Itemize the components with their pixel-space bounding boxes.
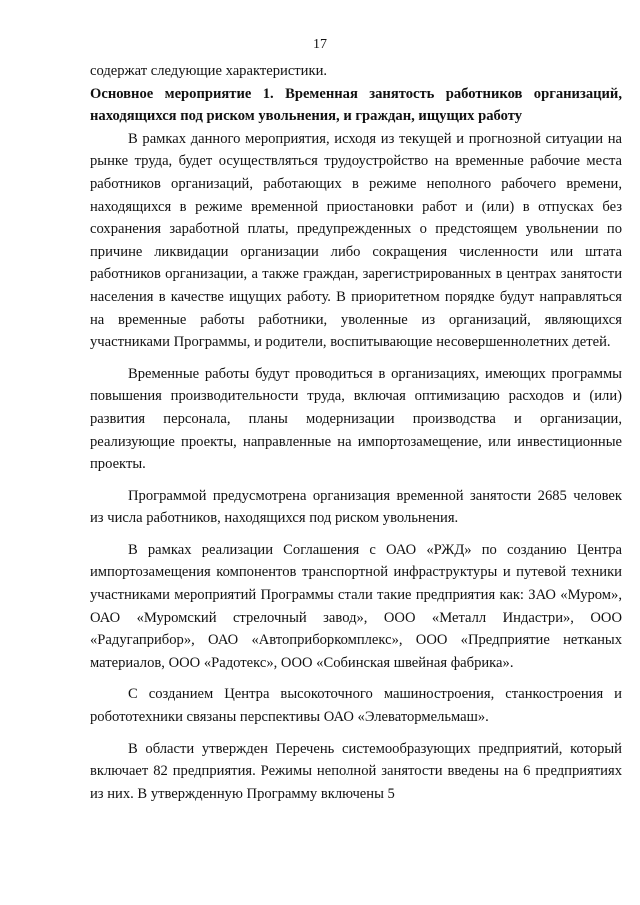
section-heading: Основное мероприятие 1. Временная занятость работников организаций, находящихся под риском увольнения, и граждан, ищущих работу	[90, 85, 622, 125]
paragraph-4: В рамках реализации Соглашения с ОАО «РЖД» по созданию Центра импортозамещения компонентов транспортной инфраструктуры и путевой техники участниками мероприятий Программы стали такие предприятия как: ЗАО «Муром», ОАО «Муромский стрелочный завод», ООО «Металл Индастри», ООО «Радугаприбор», ОАО «Автоприборкомплекс», ООО «Предприятие нетканых материалов, ООО «Радотекс», ООО «Собинская швейная фабрика».	[90, 541, 622, 671]
paragraph-6: В области утвержден Перечень системообразующих предприятий, который включает 82 предприятия. Режимы неполной занятости введены на 6 предприятиях из них. В утвержденную Программу включены 5	[90, 740, 622, 802]
page-number: 17	[313, 37, 327, 52]
paragraph-2: Временные работы будут проводиться в организациях, имеющих программы повышения производительности труда, включая оптимизацию расходов и (или) развития персонала, планы модернизации производства и организации, реализующие проекты, направленные на импортозамещение, или инвестиционные проекты.	[90, 365, 622, 473]
paragraph-5: С созданием Центра высокоточного машиностроения, станкостроения и робототехники связаны перспективы ОАО «Элеватормельмаш».	[90, 686, 622, 726]
continuation-text: содержат следующие характеристики.	[90, 63, 328, 79]
paragraph-1: В рамках данного мероприятия, исходя из текущей и прогнозной ситуации на рынке труда, будет осуществляться трудоустройство на временные рабочие места работников организаций, работающих в режиме неполного рабочего времени, находящихся в режиме временной приостановки работ и (или) в отпусках без сохранения заработной платы, предупрежденных о предстоящем увольнении по причине ликвидации организации либо сокращения численности или штата работников организации, а также граждан, зарегистрированных в центрах занятости населения в качестве ищущих работу. В приоритетном порядке будут направляться на временные работы работники, уволенные из организаций, являющихся участниками Программы, и родители, воспитывающие несовершеннолетних детей.	[90, 130, 622, 351]
document-body	[90, 60, 622, 805]
paragraph-3: Программой предусмотрена организация временной занятости 2685 человек из числа работников, находящихся под риском увольнения.	[90, 487, 622, 527]
